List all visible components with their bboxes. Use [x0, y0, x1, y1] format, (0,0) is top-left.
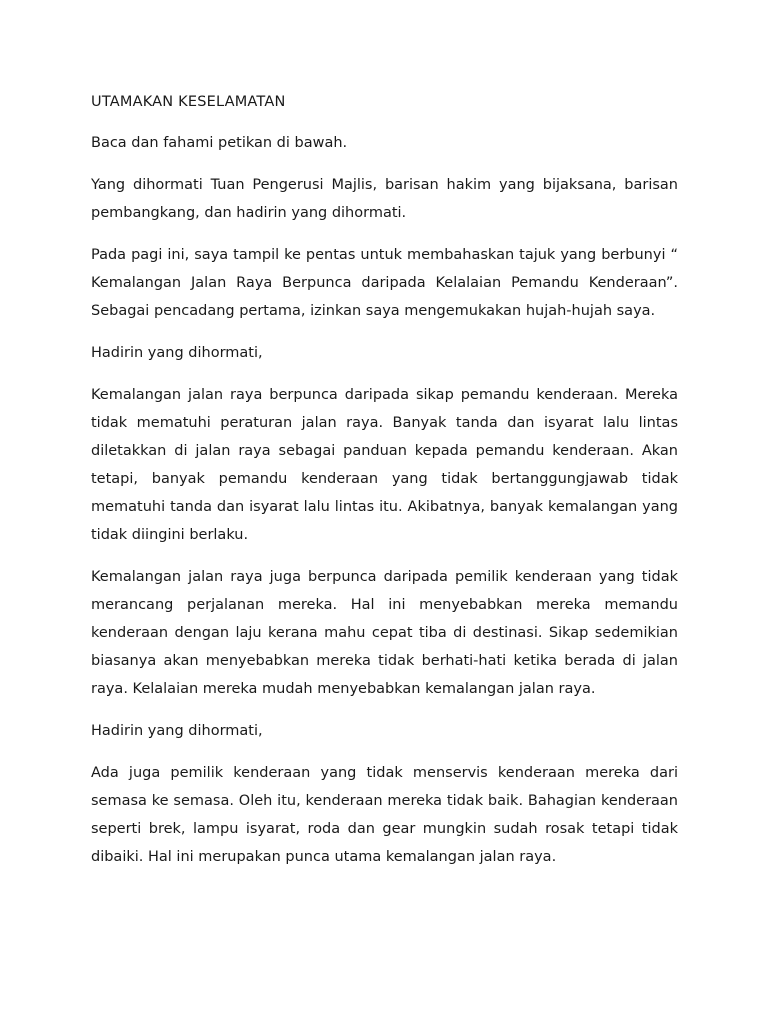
argument-paragraph: Kemalangan jalan raya juga berpunca daripada pemilik kenderaan yang tidak merancang perjalanan mereka. Hal ini menyebabkan mereka memandu kenderaan dengan laju kerana mahu cepat tiba di destinasi. Sikap sedemikian biasanya akan menyebabkan mereka tidak berhati-hati ketika berada di jalan raya. Kelalaian mereka mudah menyebabkan kemalangan jalan raya.: [91, 569, 678, 697]
argument-paragraph: Ada juga pemilik kenderaan yang tidak menservis kenderaan mereka dari semasa ke semasa. Oleh itu, kenderaan mereka tidak baik. Bahagian kenderaan seperti brek, lampu isyarat, roda dan gear mungkin sudah rosak tetapi tidak dibaiki. Hal ini merupakan punca utama kemalangan jalan raya.: [91, 765, 678, 865]
greeting-paragraph: Yang dihormati Tuan Pengerusi Majlis, barisan hakim yang bijaksana, barisan pembangkang, dan hadirin yang dihormati.: [91, 177, 678, 221]
instruction-paragraph: Baca dan fahami petikan di bawah.: [91, 135, 348, 151]
document-page: [91, 93, 678, 885]
intro-paragraph: Pada pagi ini, saya tampil ke pentas untuk membahaskan tajuk yang berbunyi “ Kemalangan Jalan Raya Berpunca daripada Kelalaian Pemandu Kenderaan”. Sebagai pencadang pertama, izinkan saya mengemukakan hujah-hujah saya.: [91, 247, 678, 319]
argument-paragraph: Kemalangan jalan raya berpunca daripada sikap pemandu kenderaan. Mereka tidak mematuhi peraturan jalan raya. Banyak tanda dan isyarat lalu lintas diletakkan di jalan raya sebagai panduan kepada pemandu kenderaan. Akan tetapi, banyak pemandu kenderaan yang tidak bertanggungjawab tidak mematuhi tanda dan isyarat lalu lintas itu. Akibatnya, banyak kemalangan yang tidak diingini berlaku.: [91, 387, 678, 543]
address-paragraph: Hadirin yang dihormati,: [91, 345, 263, 361]
document-title: UTAMAKAN KESELAMATAN: [91, 94, 286, 110]
address-paragraph: Hadirin yang dihormati,: [91, 723, 263, 739]
